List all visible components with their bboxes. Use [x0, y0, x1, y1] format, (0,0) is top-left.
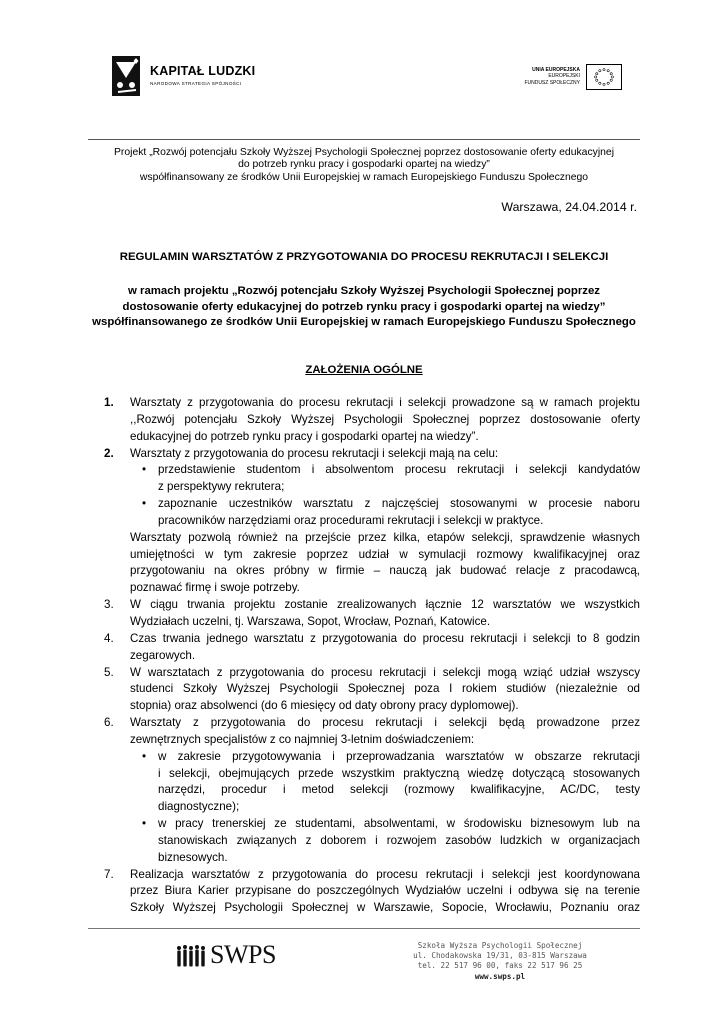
document-date: Warszawa, 24.04.2014 r. — [501, 200, 637, 214]
paragraph-line: Warsztaty z przygotowania do procesu rekrutacji i selekcji prowadzone są w ramach projektu — [130, 396, 640, 409]
paragraph-line: stanowiskach związanych z doborem i rozwojem zasobów ludzkich w organizacjach — [158, 833, 640, 847]
subtitle-line: współfinansowanego ze środków Unii Europejskiej w ramach Europejskiego Funduszu Społecznego — [92, 316, 636, 329]
paragraph-line: Realizacja warsztatów z przygotowania do procesu rekrutacji i selekcji jest koordynowana — [130, 867, 640, 881]
paragraph-line: W ciągu trwania projektu zostanie zrealizowanych łącznie 12 warsztatów we wszystkich — [130, 598, 640, 612]
paragraph-line: narzędzi, procedur i metod selekcji (rozmowy kwalifikacyjne, AC/DC, testy — [158, 783, 640, 797]
bullet-icon: • — [142, 497, 147, 511]
paragraph-line: zewnętrznych specjalistów z co najmniej 3-letnim doświadczeniem: — [130, 732, 475, 746]
bullet-item — [130, 462, 640, 496]
address-line: Szkoła Wyższa Psychologii Społecznej — [417, 941, 583, 950]
address-line: tel. 22 517 96 00, faks 22 517 96 25 — [417, 961, 583, 971]
kapital-ludzki-emblem-icon — [110, 54, 144, 98]
paragraph-line: w zakresie przygotowywania i przeprowadzania warsztatów w obszarze rekrutacji — [158, 749, 640, 763]
list-number: 5. — [104, 665, 114, 679]
bullet-item — [130, 816, 640, 867]
list-number: 2. — [104, 446, 114, 460]
bullet-icon: • — [142, 817, 147, 831]
paragraph-line: pracowników narzędziami oraz procedurami rekrutacji i selekcji w praktyce. — [158, 513, 544, 527]
address-line: ul. Chodakowska 19/31, 03-815 Warszawa — [413, 951, 587, 961]
paragraph-line: Warsztaty pozwolą również na przejście przez kilka, etapów selekcji, sprawdzenie własnych — [130, 530, 640, 544]
list-number: 7. — [104, 867, 114, 881]
eu-logo-line2: EUROPEJSKI — [548, 73, 580, 80]
eu-flag-icon — [586, 64, 622, 90]
kapital-ludzki-title: KAPITAŁ LUDZKI — [150, 64, 256, 78]
paragraph-line: przez Biura Karier przypisane do poszczególnych Wydziałów uczelni i odbywa się na terenie — [130, 884, 640, 898]
paragraph-line: w pracy trenerskiej ze studentami, absolwentami, w środowisku biznesowym lub na — [158, 817, 640, 831]
project-info-line: do potrzeb rynku pracy i gospodarki opartej na wiedzy” — [238, 159, 490, 171]
footer-address — [380, 941, 620, 982]
paragraph-line: stopnia) oraz absolwenci (do 6 miesięcy od daty obrony pracy dyplomowej). — [130, 699, 519, 713]
paragraph-line: zapoznanie uczestników warsztatu z najczęściej stosowanymi w procesie naboru — [158, 497, 640, 511]
footer-divider — [88, 928, 640, 929]
bullet-item — [130, 496, 640, 530]
eu-logo-line3: FUNDUSZ SPOŁECZNY — [524, 79, 580, 86]
bullet-item — [130, 749, 640, 816]
paragraph-line: ,,Rozwój potencjału Szkoły Wyższej Psychologii Społecznej poprzez dostosowanie oferty — [130, 412, 640, 426]
eu-logo-line1: UNIA EUROPEJSKA — [532, 67, 580, 73]
paragraph-line: poznawać firmę i swoje potrzeby. — [130, 581, 300, 595]
paragraph-line: przygotowaniu na okres próbny w firmie – nauczą jak budować relacje z pracodawcą, — [130, 564, 640, 578]
header-divider — [88, 139, 640, 140]
kapital-ludzki-subtitle: NARODOWA STRATEGIA SPÓJNOŚCI — [150, 81, 242, 86]
paragraph-line: Warsztaty z przygotowania do procesu rekrutacji i selekcji mają na celu: — [130, 446, 499, 460]
website-link[interactable]: www.swps.pl — [474, 971, 526, 981]
paragraph-line: biznesowych. — [158, 850, 228, 864]
paragraph-line: Szkoły Wyższej Psychologii Społecznej w Warszawie, Sopocie, Wrocławiu, Poznaniu oraz — [130, 901, 640, 915]
document-subtitle — [88, 284, 640, 331]
document-body — [104, 395, 640, 917]
paragraph-line: i selekcji, obejmujących przede wszystkim praktyczną wiedzę dotyczącą stosowanych — [158, 766, 640, 780]
bullet-icon: • — [142, 463, 147, 477]
document-title: REGULAMIN WARSZTATÓW Z PRZYGOTOWANIA DO PROCESU REKRUTACJI I SELEKCJI — [119, 251, 609, 263]
swps-logo-text: SWPS — [210, 940, 276, 969]
list-item-3 — [104, 597, 640, 631]
paragraph-line: diagnostyczne); — [158, 800, 240, 814]
list-number: 1. — [104, 396, 114, 409]
list-number: 6. — [104, 716, 114, 730]
list-number: 3. — [104, 598, 114, 612]
paragraph-line: umiejętności w tym zakresie poprzez udział w symulacji rozmowy kwalifikacyjnej oraz — [130, 547, 640, 561]
project-info-line: współfinansowany ze środków Unii Europejskiej w ramach Europejskiego Funduszu Społecznego — [139, 171, 589, 183]
list-item-6 — [104, 715, 640, 867]
list-item-4 — [104, 631, 640, 665]
subtitle-line: dostosowanie oferty edukacyjnej do potrzeb rynku pracy i gospodarki opartej na wiedzy” — [122, 300, 606, 313]
section-title: ZAŁOŻENIA OGÓLNE — [305, 364, 423, 376]
kapital-ludzki-logo — [110, 50, 270, 100]
paragraph-line: zegarowych. — [130, 648, 196, 662]
bullet-icon: • — [142, 749, 147, 763]
swps-logo — [176, 942, 286, 972]
eu-logo-text — [516, 67, 580, 86]
paragraph-line: edukacyjnej do potrzeb rynku pracy i gospodarki opartej na wiedzy”. — [130, 429, 479, 443]
project-info-line: Projekt „Rozwój potencjału Szkoły Wyższej Psychologii Społecznej poprzez dostosowanie oferty edukacyjnej — [113, 147, 615, 158]
subtitle-line: w ramach projektu „Rozwój potencjału Szkoły Wyższej Psychologii Społecznej poprzez — [128, 285, 600, 297]
list-item-5 — [104, 665, 640, 716]
list-item-7 — [104, 867, 640, 918]
people-silhouettes-icon — [176, 944, 210, 968]
paragraph-line: Warsztaty z przygotowania do procesu rekrutacji i selekcji będą prowadzone przez — [130, 716, 640, 730]
paragraph-line: Wydziałach uczelni, tj. Warszawa, Sopot, Wrocław, Poznań, Katowice. — [130, 614, 491, 628]
paragraph-line: z perspektywy rekrutera; — [158, 480, 285, 494]
list-item-1 — [104, 395, 640, 446]
paragraph-line: przedstawienie studentom i absolwentom procesu rekrutacji i selekcji kandydatów — [158, 463, 640, 477]
eu-logo — [516, 64, 624, 92]
list-item-2 — [104, 446, 640, 598]
list-number: 4. — [104, 631, 114, 645]
paragraph-line: studenci Szkoły Wyższej Psychologii Społecznej poza I rokiem studiów (niezależnie od — [130, 682, 640, 696]
paragraph-line: W warsztatach z przygotowania do procesu rekrutacji i selekcji mogą wziąć udział wszyscy — [130, 665, 640, 679]
paragraph-line: Czas trwania jednego warsztatu z przygotowania do procesu rekrutacji i selekcji to 8 godzin — [130, 631, 640, 645]
project-info — [88, 147, 640, 184]
